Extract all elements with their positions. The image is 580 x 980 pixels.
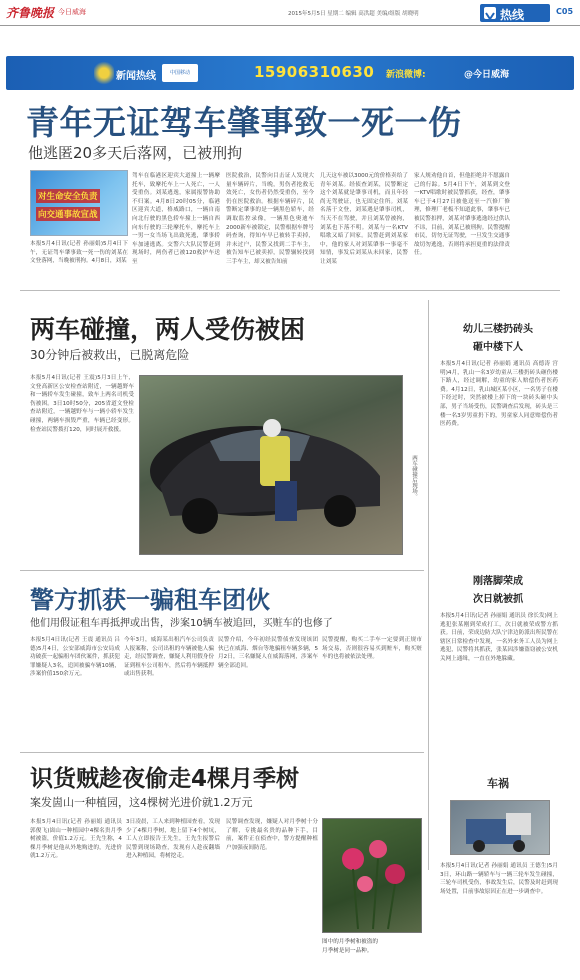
rose-photo — [322, 818, 422, 933]
story1-col2: 驾车在临港区迎宾大道撞上一辆摩托车，致摩托车上一人死亡，一人受重伤。刘某逃逸，家属报警协助不归案。4月8日20时05分，临港区迎宾大道，格威路口，一辆自南向北行驶的黑色轿车撞上一辆自西向东行驶的三轮摩托车，摩托车上一男一女当场飞出致死逃，肇事轿车加速逃离。交警六大队民警赶到现场时，两伤者已被120救护车送至 — [132, 173, 220, 265]
story1-subheadline: 他逃匿20多天后落网，已被刑拘 — [28, 144, 243, 162]
story2-headline: 两车碰撞，两人受伤被困 — [30, 315, 306, 344]
crash-photo-caption: 两车碰撞后现场。 — [411, 455, 417, 499]
side1-headline-line1: 幼儿三楼扔砖头 — [463, 324, 533, 335]
crash-photo — [139, 375, 403, 555]
side3-headline: 车祸 — [487, 777, 509, 790]
crashed-car-illustration — [140, 376, 403, 555]
story1-col4: 几天这车被以3000元的价格卖给了青年刘某。经侦查刘某，民警断定这个刘某就是肇事司机，而且年轻尚无驾驶证，也无固定住所。刘某名落于文登，刘某遇是肇事司机，当天不在驾驶，并且刘某曾被拘，刘某也下落不明。刘某与一名KTV唱歌又暗了回家。民警赶到刘某家中，他的家人对刘某肇事一事毫不知情，事发后刘某从未回家，民警让刘某 — [320, 173, 408, 265]
dateline: 2015年5月5日 星期二 编辑 高洪超 美编/组版 胡晓明 — [288, 11, 419, 17]
story1-col5: 家人规劝他自首，但他拒绝并不愿露自己的行踪。5月4日下午，刘某到文登一KTV唱歌时被民警抓获，经查，肇事车已于4月27日被他送至一汽修厂修理，修理厂老板不知道此事，肇事车已被民警扣押，刘某对肇事逃逸经过供认不讳，目前，刘某已被刑拘。民警提醒市民，切勿无证驾驶，一旦发生交通事故切勿逃逸，否则将承担更重的法律责任。 — [414, 173, 510, 257]
newspaper-logo: 齐鲁晚报 — [6, 6, 55, 20]
side2-text: 本报5月4日讯(记者 孙丽娟 通讯员 徐长发)网上逃犯张某刚到荣成打工，次日就被荣成警方抓获。日前，荣成边防大队宁津边防派出所民警在辖区日常检查中发现，一名外来务工人员为网上逃犯，民警将其抓获，张某因涉嫌盗窃被公安机关网上通缉，一直在外地躲藏。 — [440, 613, 558, 662]
hotline-banner — [6, 56, 574, 90]
side2-headline-line2: 次日就被抓 — [473, 594, 523, 605]
story4-col3: 民警调查发现，嫌疑人对月季树十分了解，专挑最名贵的品种下手，目前，案件正在侦查中，警方提醒种植户加强夜间防范。 — [226, 819, 318, 851]
divider — [20, 570, 424, 571]
hotline-icon — [484, 7, 496, 19]
story2-subheadline: 30分钟后被救出，已脱离危险 — [30, 348, 190, 362]
weibo-label: 新浪微博: — [386, 70, 426, 80]
divider — [20, 752, 424, 753]
safety-poster — [30, 170, 128, 236]
divider — [20, 290, 560, 291]
banner-label: 新闻热线 — [116, 71, 156, 82]
flower-decoration-icon — [94, 60, 114, 86]
poster-line1: 对生命安全负责 — [36, 189, 100, 203]
rose-photo-caption-line1: 图中的月季树和被盗的 — [322, 939, 378, 945]
side3-text: 本报5月4日讯(记者 孙丽娟 通讯员 王德生)5月3日，环山路一辆轿车与一辆三轮车发生碰撞，三轮车司机受伤，事故发生后，民警及时赶到现场处置，目前事故原因正在进一步调查中。 — [440, 863, 558, 895]
story2-col1: 本报5月4日讯(记者 王震)5月3日上午，文登高新区公安检查站附近，一辆越野车和一辆轿车发生碰撞，致车上两名司机受伤被困。3日10时50分，205省道文登检查站附近，一辆越野车与一辆小轿车发生碰撞，两辆车损毁严重，车辆已经变形。检查站民警拨打120，同时展开救援。 — [30, 375, 134, 433]
sponsor-logo: 中国移动 — [162, 64, 198, 82]
hotline-phone: 15906310630 — [254, 63, 375, 81]
story1-col3: 医院救治，民警向目击证人发现大量车辆碎片，当晚，男伤者抢救无效死亡，女伤者仍然受重伤，至今仍在医院救治。根据车辆碎片，民警断定肇事的是一辆黑色轿车，经调取监控录像，一辆黑色奥迪车2000新车被锁定，民警根据车牌号码查询，得知车早已被转手卖掉，并未过户，民警又找到二手车主，被告知车已被卖掉，民警辗转找到三手车主，却又被告知前 — [226, 173, 314, 265]
accident-photo — [450, 800, 550, 855]
rose-photo-caption-line2: 月季树是同一品种。 — [322, 948, 373, 954]
story3-col4: 民警提醒，购买二手车一定要到正规市场交易，否则很容易买到赃车，购买赃车的也将被依法处理。 — [322, 637, 422, 661]
page-number: C05 — [556, 7, 574, 16]
poster-line2: 向交通事故宣战 — [36, 207, 100, 221]
side1-headline-line2: 砸中楼下人 — [473, 342, 523, 353]
story1-col1: 本报5月4日讯(记者 孙丽娟)5月4日下午，无证驾车肇事致一死一伤的刘某在文登落网，当晚被刑拘。4月8日，刘某 — [30, 241, 128, 265]
story4-col2: 3日凌晨，工人来到种植园查看，发现少了4棵月季树，地上留下4个树坑，工人立即报告王先生，王先生报警后民警到现场勘查，发现有人趁夜翻墙进入种植园，将树挖走。 — [126, 819, 220, 860]
side1-text: 本报5月4日讯(记者 孙丽娟 通讯员 高德涛 宫明)4月，乳山一名3岁幼童从三楼扔砖头砸伤楼下路人，经过调解，幼童的家人赔偿伤者医药费。4月12日，乳山城区某小区，一名男子在楼下经过时，突然被楼上掉下的一块砖头砸中头部，男子当场受伤，民警调查后发现，砖头是三楼一名3岁男童扔下的，男童家人同意赔偿伤者医药费。 — [440, 361, 558, 428]
truck-illustration — [451, 801, 551, 856]
story4-col1: 本报5月4日讯(记者 孙丽娟 通讯员 郭俊飞)崮山一种植园中4棵名贵月季树被盗，价值1.2万元。王先生称，4棵月季树是他从外地购进的，光进价就1.2万元。 — [30, 819, 122, 860]
weibo-handle: @今日威海 — [464, 70, 510, 80]
rose-illustration — [323, 819, 422, 933]
side2-headline-line1: 刚落脚荣成 — [473, 576, 523, 587]
story3-headline: 警方抓获一骗租车团伙 — [30, 586, 270, 614]
sidebar-divider — [428, 300, 429, 870]
story3-col1: 本报5月4日讯(记者 王震 通讯员 吕德)5月4日，公安部威海市公安局成功破获一起骗租车团伙案件，抓获犯罪嫌疑人3名，追回被骗车辆10辆，涉案价值150余万元。 — [30, 637, 120, 678]
edition-name: 今日威海 — [58, 8, 86, 16]
masthead — [0, 0, 580, 26]
story3-col2: 今年3月，威海某出租汽车公司负责人报案称，公司出租的车辆被他人骗走，经民警调查，嫌疑人利用假身份证到租车公司租车，然后将车辆抵押或出售获利。 — [124, 637, 214, 678]
section-title: 热线 — [500, 8, 525, 22]
story3-col3: 民警介绍，今年初经民警侦查发现该团伙已在威海、烟台等地骗租车辆多辆，5月2日，三名嫌疑人在威海落网，涉案车辆全部追回。 — [218, 637, 318, 669]
story3-subheadline: 他们用假证租车再抵押或出售，涉案10辆车被追回，买赃车的也修了 — [30, 618, 333, 629]
story4-subheadline: 案发崮山一种植园，这4棵树光进价就1.2万元 — [30, 796, 253, 809]
section-badge — [480, 4, 550, 22]
story1-headline: 青年无证驾车肇事致一死一伤 — [26, 103, 462, 142]
story4-headline: 识货贼趁夜偷走4棵月季树 — [30, 766, 300, 792]
